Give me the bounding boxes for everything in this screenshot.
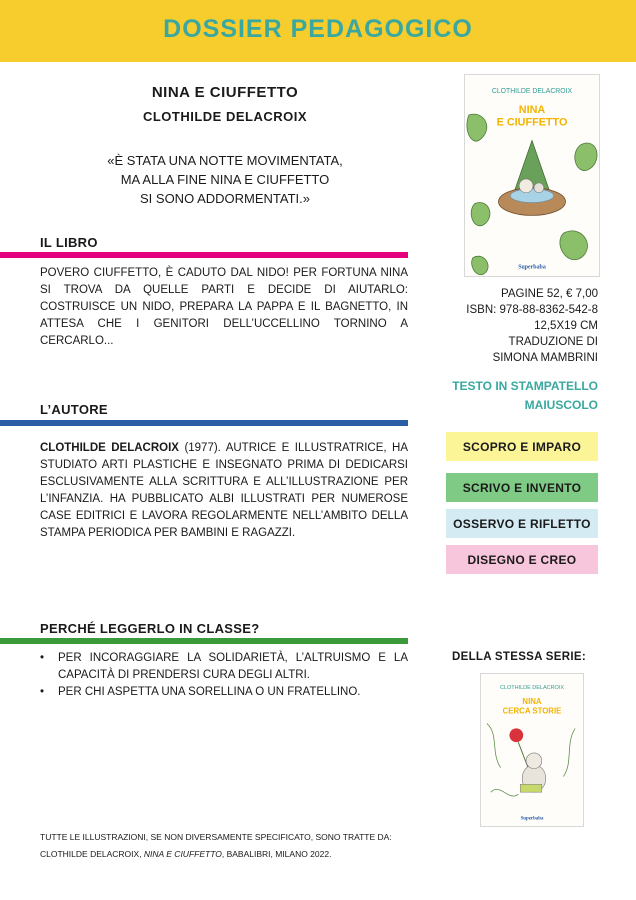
- cover-title-line-2: E CIUFFETTO: [496, 116, 568, 129]
- detail-line: PAGINE 52, € 7,00: [501, 288, 598, 300]
- il-libro-text: POVERO CIUFFETTO, È CADUTO DAL NIDO! PER FORTUNA NINA SI TROVA DA QUELLE PARTI E DECIDE DI AIUTARLO: COSTRUISCE UN NIDO, PREPARA LA PAPPA E IL BAGNETTO, IN ATTESA CHE I GENITORI DELL’UCCELLINO TORNINO A CERCARLO...: [40, 267, 408, 347]
- credits-line-1: TUTTE LE ILLUSTRAZIONI, SE NON DIVERSAMENTE SPECIFICATO, SONO TRATTE DA:: [40, 832, 392, 842]
- book-quote: [40, 151, 410, 208]
- cover-author: CLOTHILDE DELACROIX: [500, 685, 564, 692]
- section-rule-perche: [0, 638, 408, 644]
- credits-author: CLOTHILDE DELACROIX,: [40, 849, 144, 859]
- credits-publisher: , BABALIBRI, MILANO 2022.: [221, 849, 332, 859]
- series-book-cover-image: [480, 673, 584, 827]
- section-title-perche: PERCHÉ LEGGERLO IN CLASSE?: [40, 621, 260, 636]
- cover-title-line-1: NINA: [518, 103, 546, 116]
- cover-title-line-1: NINA: [522, 696, 542, 706]
- quote-line: MA ALLA FINE NINA E CIUFFETTO: [120, 172, 330, 187]
- cover-publisher: Superbaba: [520, 816, 544, 822]
- quote-line: SI SONO ADDORMENTATI.»: [140, 191, 310, 206]
- page-title: DOSSIER PEDAGOGICO: [163, 15, 473, 43]
- cover-title-line-2: CERCA STORIE: [502, 706, 562, 716]
- list-item: • PER CHI ASPETTA UNA SORELLINA O UN FRATELLINO.: [40, 684, 408, 701]
- caps-note-line-2: MAIUSCOLO: [524, 398, 598, 412]
- section-rule-il-libro: [0, 252, 408, 258]
- header-bar: [0, 0, 636, 62]
- credits-book-title: NINA E CIUFFETTO: [143, 849, 222, 859]
- detail-line: ISBN: 978-88-8362-542-8: [466, 304, 598, 316]
- caps-note: [430, 377, 598, 415]
- illustration-credits: [40, 829, 420, 863]
- tag-scrivo-e-invento: SCRIVO E INVENTO: [446, 473, 598, 502]
- caps-note-line-1: TESTO IN STAMPATELLO: [452, 379, 598, 393]
- tag-osservo-e-rifletto: OSSERVO E RIFLETTO: [446, 509, 598, 538]
- detail-line: TRADUZIONE DI: [508, 336, 598, 348]
- autore-text: [40, 440, 408, 542]
- book-cover-image: [464, 74, 600, 277]
- list-item: • PER INCORAGGIARE LA SOLIDARIETÀ, L’ALTRUISMO E LA CAPACITÀ DI PRENDERSI CURA DEGLI ALTRI.: [40, 650, 408, 684]
- perche-list: [40, 650, 408, 701]
- section-title-autore: L’AUTORE: [40, 402, 108, 417]
- autore-name: CLOTHILDE DELACROIX: [40, 442, 179, 454]
- series-title: DELLA STESSA SERIE:: [452, 651, 586, 663]
- detail-line: 12,5X19 CM: [534, 320, 598, 332]
- book-author: CLOTHILDE DELACROIX: [142, 109, 308, 124]
- flower-icon: [509, 728, 523, 742]
- cover-publisher: Superbaba: [518, 264, 546, 271]
- tag-disegno-e-creo: DISEGNO E CREO: [446, 545, 598, 574]
- tag-scopro-e-imparo: SCOPRO E IMPARO: [446, 432, 598, 461]
- quote-line: «È STATA UNA NOTTE MOVIMENTATA,: [107, 153, 343, 168]
- detail-line: SIMONA MAMBRINI: [492, 352, 598, 364]
- book-details: [440, 286, 598, 366]
- book-title: NINA E CIUFFETTO: [151, 84, 299, 101]
- cover-author: CLOTHILDE DELACROIX: [491, 88, 573, 96]
- section-rule-autore: [0, 420, 408, 426]
- autore-bio: (1977). AUTRICE E ILLUSTRATRICE, HA STUDIATO ARTI PLASTICHE E INSEGNATO PRIMA DI DEDICARSI ESCLUSIVAMENTE ALLA SCRITTURA E ALL’ILLUSTRAZIONE PER L’INFANZIA. HA PUBBLICATO ALBI ILLUSTRATI PER NUMEROSE CASE EDITRICI E LAVORA REGOLARMENTE NELL’AMBITO DELLA STAMPA PERIODICA PER BAMBINI E RAGAZZI.: [40, 442, 408, 539]
- credits-line-2: [40, 846, 420, 863]
- section-title-il-libro: IL LIBRO: [40, 235, 98, 250]
